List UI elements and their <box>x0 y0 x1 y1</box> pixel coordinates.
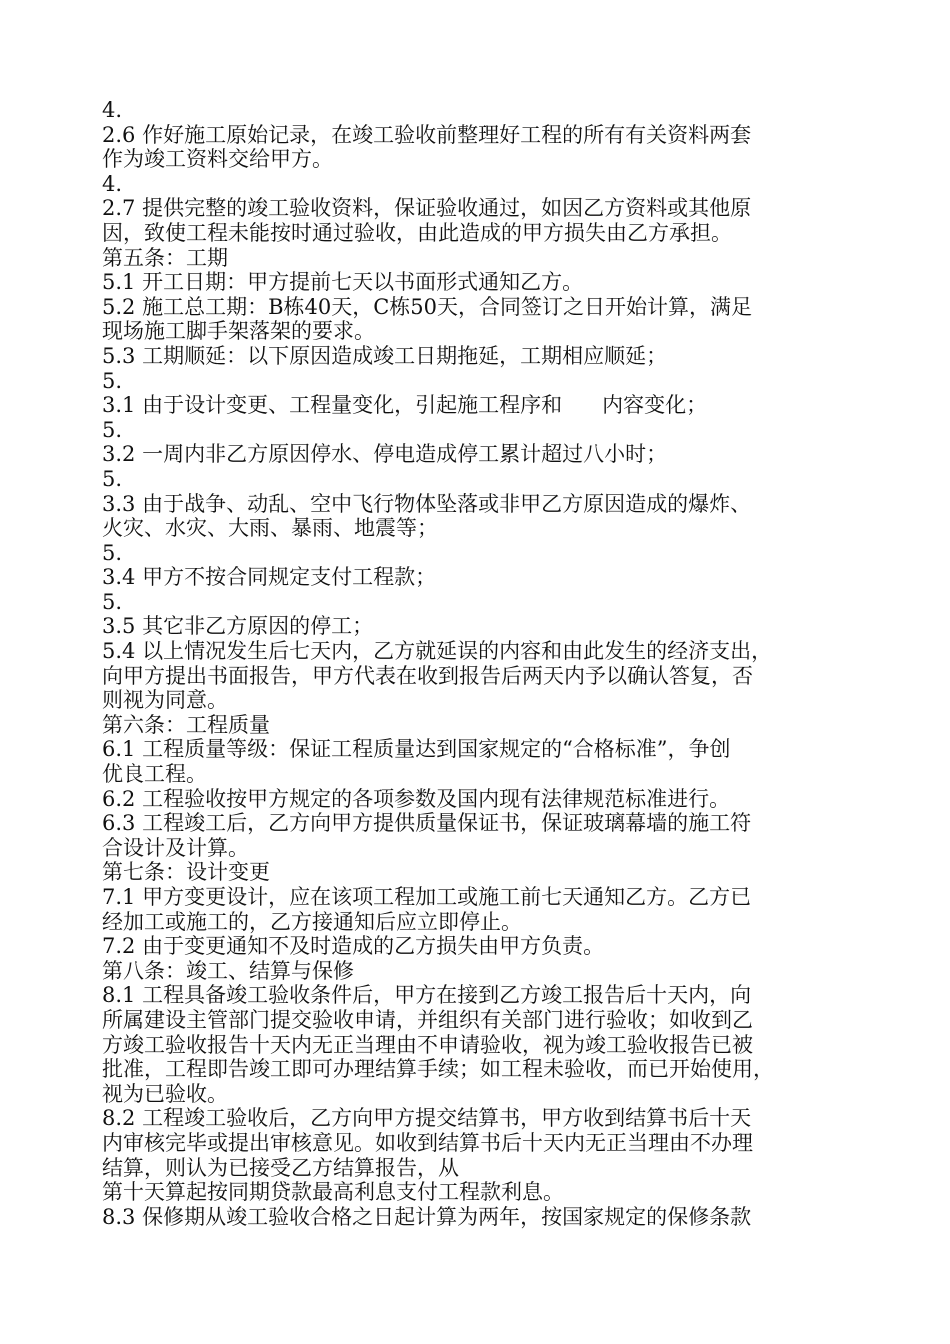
text-line: 内审核完毕或提出审核意见。如收到结算书后十天内无正当理由不办理 <box>102 1130 753 1155</box>
text-line: 3.5 其它非乙方原因的停工； <box>102 614 374 639</box>
text-line: 5. <box>102 540 123 565</box>
text-line: 火灾、水灾、大雨、暴雨、地震等； <box>102 516 438 541</box>
text-line: 视为已验收。 <box>102 1081 228 1106</box>
text-line: 第八条：竣工、结算与保修 <box>102 958 354 983</box>
text-line: 8.1 工程具备竣工验收条件后，甲方在接到乙方竣工报告后十天内，向 <box>102 983 752 1008</box>
text-line: 结算，则认为已接受乙方结算报告，从 <box>102 1155 459 1180</box>
text-line: 第十天算起按同期贷款最高利息支付工程款利息。 <box>102 1180 564 1205</box>
text-line: 优良工程。 <box>102 762 207 787</box>
text-line: 3.1 由于设计变更、工程量变化，引起施工程序和 内容变化； <box>102 393 708 418</box>
text-line: 5. <box>102 466 123 491</box>
text-line: 7.2 由于变更通知不及时造成的乙方损失由甲方负责。 <box>102 934 605 959</box>
text-line: 5. <box>102 368 123 393</box>
text-line: 8.3 保修期从竣工验收合格之日起计算为两年，按国家规定的保修条款 <box>102 1204 752 1229</box>
text-line: 7.1 甲方变更设计，应在该项工程加工或施工前七天通知乙方。乙方已 <box>102 885 752 909</box>
text-line: 5.4 以上情况发生后七天内，乙方就延误的内容和由此发生的经济支出， <box>102 639 773 664</box>
text-line: 第五条：工期 <box>102 245 228 270</box>
text-line: 所属建设主管部门提交验收申请，并组织有关部门进行验收；如收到乙 <box>102 1007 753 1032</box>
text-line: 合设计及计算。 <box>102 835 249 860</box>
text-line: 5.1 开工日期：甲方提前七天以书面形式通知乙方。 <box>102 270 584 295</box>
text-line: 作为竣工资料交给甲方。 <box>102 147 333 172</box>
text-line: 8.2 工程竣工验收后，乙方向甲方提交结算书，甲方收到结算书后十天 <box>102 1106 752 1131</box>
text-line: 6.1 工程质量等级：保证工程质量达到国家规定的“合格标准”，争创 <box>102 737 731 762</box>
text-line: 向甲方提出书面报告，甲方代表在收到报告后两天内予以确认答复，否 <box>102 663 753 688</box>
text-line: 现场施工脚手架落架的要求。 <box>102 319 375 344</box>
text-line: 6.2 工程验收按甲方规定的各项参数及国内现有法律规范标准进行。 <box>102 786 731 811</box>
text-line: 4. <box>102 98 123 122</box>
text-line: 3.3 由于战争、动乱、空中飞行物体坠落或非甲乙方原因造成的爆炸、 <box>102 491 752 516</box>
text-line: 第六条：工程质量 <box>102 712 270 737</box>
document-page <box>102 98 862 1229</box>
text-line: 6.3 工程竣工后，乙方向甲方提供质量保证书，保证玻璃幕墙的施工符 <box>102 811 752 836</box>
text-line: 2.6 作好施工原始记录，在竣工验收前整理好工程的所有有关资料两套 <box>102 122 752 147</box>
text-line: 因，致使工程未能按时通过验收，由此造成的甲方损失由乙方承担。 <box>102 220 732 245</box>
text-line: 3.4 甲方不按合同规定支付工程款； <box>102 565 437 590</box>
text-line: 3.2 一周内非乙方原因停水、停电造成停工累计超过八小时； <box>102 442 668 467</box>
text-line: 第七条：设计变更 <box>102 860 270 885</box>
text-line: 5. <box>102 417 123 442</box>
text-line: 方竣工验收报告十天内无正当理由不申请验收，视为竣工验收报告已被 <box>102 1032 753 1057</box>
text-line: 2.7 提供完整的竣工验收资料，保证验收通过，如因乙方资料或其他原 <box>102 196 752 221</box>
text-line: 5.3 工期顺延：以下原因造成竣工日期拖延，工期相应顺延； <box>102 343 668 368</box>
text-line: 则视为同意。 <box>102 688 228 713</box>
text-line: 批准，工程即告竣工即可办理结算手续；如工程未验收，而已开始使用， <box>102 1057 774 1082</box>
text-line: 4. <box>102 171 123 196</box>
text-line: 5.2 施工总工期：B栋40天，C栋50天，合同签订之日开始计算，满足 <box>102 294 753 319</box>
text-line: 经加工或施工的，乙方接通知后应立即停止。 <box>102 909 522 934</box>
text-line: 5. <box>102 589 123 614</box>
